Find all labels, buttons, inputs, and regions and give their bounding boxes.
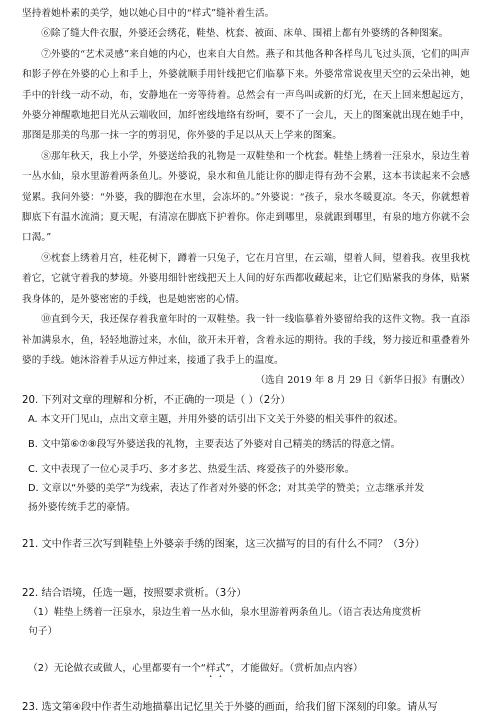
question-22-item-2-pre: （2）无论做衣或做人，心里都要有一个“ <box>28 663 206 675</box>
passage-paragraph-10: ⑩直到今天，我还保存着我童年时的一双鞋垫。我一针一线临摹着外婆留给我的这件文物。我一直添补加满泉水，鱼，轻轻地游过来，水仙，欲开未开着，含着永远的期待。我的手线，努力接近和重叠着外婆的手线。她沐浴着手从远方伸过来，接通了我手上的温度。 <box>22 314 470 366</box>
question-20-option-b: B. 文中第⑥⑦⑧段写外婆送我的礼物，主要表达了外婆对自己精美的绣活的得意之情。 <box>28 439 401 451</box>
passage-paragraph-6: ⑥除了缝大件衣服，外婆还会绣花，鞋垫、枕套、被面、床单、围裙上都有外婆绣的各种图案。 <box>41 28 449 40</box>
passage-paragraph-7: ⑦外婆的“艺术灵感”来自她的内心，也来自大自然。燕子和其他各种各样鸟儿飞过头顶，它们的叫声和影子停在外婆的心上和手上，外婆就顺手用针线把它们临摹下来。外婆常常说夜里天空的云朵出神，她手中的针线一动不动，布，安静地在一旁等待着。总然会有一声鸟叫或新的灯光，在天上回来想起远方，外婆分神醒歌地把目光从云端收回，加纤密线地络有纷呵，要不了一会儿，天上的图案就出现在她手中，那图是那美的鸟那一抹一字的剪羽见，你外婆的手足以从天上学来的图案。 <box>22 48 470 142</box>
question-22-item-2 <box>22 659 470 680</box>
question-20-option-d: D. 文章以“外婆的美学”为线索，表达了作者对外婆的怀念；对其美学的赞美；立志继承并发 <box>28 483 425 495</box>
passage-paragraph-0: 坚持着她朴素的美学，她以她心目中的“样式”缝补着生活。 <box>22 8 275 19</box>
question-20-stem: 20. 下列对文章的理解和分析，不正确的一项是（ ）（2分） <box>22 395 291 407</box>
question-20-option-c: C. 文中表现了一位心灵手巧、多才多艺、热爱生活、疼爱孩子的外婆形象。 <box>28 464 355 476</box>
passage-paragraph-9: ⑨枕套上绣着月宫，桂花树下，蹲着一只兔子，它在月宫里，在云端，望着人间，望着我。夜里我枕着它，它就守着我的梦境。外婆用细针密线把天上人间的好东西都收藏起来，让它们贴紧我的身体，贴紧我身体的，是外婆密密的手线，也是她密密的心情。 <box>22 252 470 305</box>
question-20-option-a: A. 本文开门见山，点出文章主题，并用外婆的话引出下文关于外婆的相关事件的叙述。 <box>28 414 404 426</box>
passage-paragraph-8: ⑧那年秋天，我上小学，外婆送给我的礼物是一双鞋垫和一个枕套。鞋垫上绣着一汪泉水，泉边生着一丛水仙，泉水里游着两条鱼儿。外婆说，泉水和鱼儿能让你的脚走得有劲不会累，这本书读起来不会感觉累。我问外婆：“外婆，我的脚泡在水里，会冻坏的。”外婆说：“孩子，泉水冬暖夏凉。冬天，你就想着脚底下有温水流淌；夏天呢，有清凉在脚底下护着你。你走到哪里，泉就跟到哪里，有泉的地方你就不会口渴。” <box>22 150 470 244</box>
question-22-item-2-post: ”，才能做好。（赏析加点内容） <box>225 663 363 675</box>
question-22-item-1-cont: 句子） <box>28 626 58 638</box>
question-22-emphasis-mark: 样式 <box>205 663 226 675</box>
question-22-stem: 22. 结合语境，任选一题，按照要求赏析。（3分） <box>22 588 247 600</box>
passage-source: （选自 2019 年 8 月 29 日《新华日报》有删改） <box>255 375 470 387</box>
question-22-item-1: （1）鞋垫上绣着一汪泉水，泉边生着一丛水仙，泉水里游着两条鱼儿。（语言表达角度赏析 <box>28 607 422 619</box>
question-20-option-d-cont: 扬外婆传统手艺的豪情。 <box>28 502 136 514</box>
question-21: 21. 文中作者三次写到鞋垫上外婆亲手绣的图案，这三次描写的目的有什么不同？（3分） <box>22 539 425 551</box>
question-23: 23. 选文第④段中作者生动地描摹出记忆里关于外婆的画面，给我们留下深刻的印象。请从写 <box>22 702 438 714</box>
